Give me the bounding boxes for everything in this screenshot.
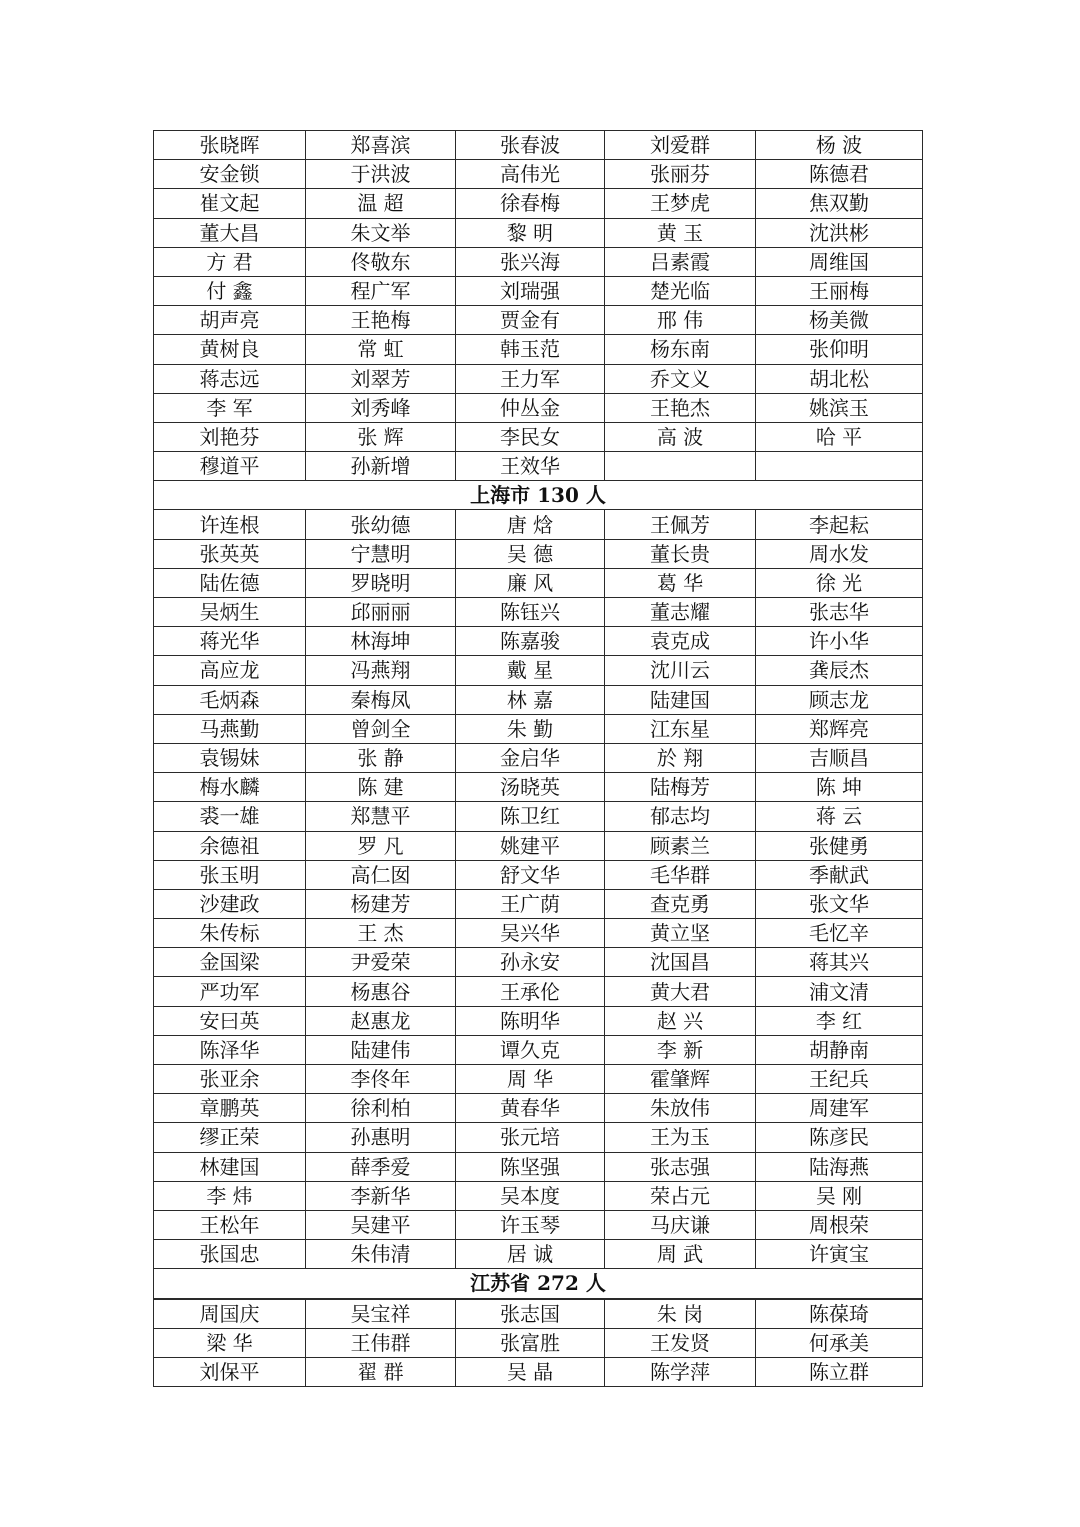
name-cell: 缪正荣 [154,1123,306,1152]
name-cell: 杨建芳 [306,889,456,918]
table-row [154,189,923,218]
name-cell: 吴 晶 [456,1357,605,1386]
name-cell: 张国忠 [154,1240,306,1269]
table-row [154,422,923,451]
name-cell: 张文华 [756,889,923,918]
name-cell: 朱放伟 [605,1094,756,1123]
name-cell: 陈卫红 [456,802,605,831]
table-row [154,1299,923,1329]
name-cell: 秦梅凤 [306,685,456,714]
section-heading-row [154,481,923,510]
name-cell: 温 超 [306,189,456,218]
name-cell: 黄树良 [154,335,306,364]
name-cell: 王发贤 [605,1328,756,1357]
table-row [154,247,923,276]
name-cell: 吉顺昌 [756,743,923,772]
name-cell: 陆海燕 [756,1152,923,1181]
name-cell: 高 波 [605,422,756,451]
name-cell: 郑辉亮 [756,714,923,743]
table-row [154,627,923,656]
name-cell: 周水发 [756,539,923,568]
name-cell: 陆建国 [605,685,756,714]
roster-table-body [154,131,923,1387]
name-cell: 张春波 [456,131,605,160]
table-row [154,1065,923,1094]
section-heading-row [154,1269,923,1299]
table-row [154,510,923,539]
section-heading: 江苏省 272 人 [154,1269,923,1299]
name-cell: 冯燕翔 [306,656,456,685]
name-cell: 黎 明 [456,218,605,247]
name-cell: 陈德君 [756,160,923,189]
name-cell: 程广军 [306,276,456,305]
name-cell: 李 新 [605,1035,756,1064]
table-row [154,1123,923,1152]
name-cell: 邢 伟 [605,306,756,335]
name-cell: 李 红 [756,1006,923,1035]
name-cell: 沙建政 [154,889,306,918]
name-cell: 李佟年 [306,1065,456,1094]
name-cell: 葛 华 [605,568,756,597]
table-row [154,1035,923,1064]
name-cell: 龚辰杰 [756,656,923,685]
name-cell: 浦文清 [756,977,923,1006]
name-cell: 张英英 [154,539,306,568]
table-row [154,1181,923,1210]
name-cell: 刘瑞强 [456,276,605,305]
name-cell: 吴本度 [456,1181,605,1210]
name-cell: 吴宝祥 [306,1299,456,1329]
name-cell: 朱传标 [154,919,306,948]
name-cell: 许玉琴 [456,1210,605,1239]
table-row [154,948,923,977]
name-cell: 陆梅芳 [605,773,756,802]
name-cell: 戴 星 [456,656,605,685]
name-cell: 周根荣 [756,1210,923,1239]
name-cell: 顾素兰 [605,831,756,860]
name-cell: 刘秀峰 [306,393,456,422]
name-cell: 刘保平 [154,1357,306,1386]
name-cell: 董长贵 [605,539,756,568]
name-cell: 赵 兴 [605,1006,756,1035]
table-row [154,1240,923,1269]
name-cell: 沈国昌 [605,948,756,977]
table-row [154,539,923,568]
name-cell: 张幼德 [306,510,456,539]
name-cell: 王承伦 [456,977,605,1006]
table-row [154,1328,923,1357]
name-cell: 朱文举 [306,218,456,247]
name-cell: 穆道平 [154,452,306,481]
name-cell: 姚建平 [456,831,605,860]
name-cell: 谭久克 [456,1035,605,1064]
name-cell: 黄春华 [456,1094,605,1123]
name-cell: 方 君 [154,247,306,276]
name-cell: 张富胜 [456,1328,605,1357]
name-cell: 章鹏英 [154,1094,306,1123]
table-row [154,773,923,802]
name-cell: 张 静 [306,743,456,772]
name-cell: 安曰英 [154,1006,306,1035]
name-cell: 王 杰 [306,919,456,948]
name-cell: 蒋其兴 [756,948,923,977]
name-cell: 李 军 [154,393,306,422]
name-cell: 陈坚强 [456,1152,605,1181]
name-cell: 舒文华 [456,860,605,889]
name-cell: 查克勇 [605,889,756,918]
name-cell: 薛季爱 [306,1152,456,1181]
table-row [154,743,923,772]
name-cell: 曾剑全 [306,714,456,743]
name-cell: 杨东南 [605,335,756,364]
name-cell: 张仰明 [756,335,923,364]
name-cell: 袁克成 [605,627,756,656]
table-row [154,364,923,393]
name-cell: 江东星 [605,714,756,743]
name-cell: 吴建平 [306,1210,456,1239]
name-cell: 吴兴华 [456,919,605,948]
name-cell: 马庆谦 [605,1210,756,1239]
name-cell: 黄 玉 [605,218,756,247]
name-cell: 霍肇辉 [605,1065,756,1094]
name-cell: 毛忆辛 [756,919,923,948]
name-cell: 刘爱群 [605,131,756,160]
name-cell: 季献武 [756,860,923,889]
name-cell: 林 嘉 [456,685,605,714]
name-cell: 宁慧明 [306,539,456,568]
name-cell: 徐春梅 [456,189,605,218]
table-row [154,831,923,860]
name-cell: 吴 德 [456,539,605,568]
name-cell: 付 鑫 [154,276,306,305]
name-cell: 裘一雄 [154,802,306,831]
name-cell: 董志耀 [605,598,756,627]
table-row [154,335,923,364]
name-cell: 张健勇 [756,831,923,860]
name-cell: 严功军 [154,977,306,1006]
name-cell: 陈钰兴 [456,598,605,627]
name-cell: 胡静南 [756,1035,923,1064]
name-cell: 陆建伟 [306,1035,456,1064]
name-cell: 徐 光 [756,568,923,597]
name-cell: 朱 岗 [605,1299,756,1329]
name-cell: 周 华 [456,1065,605,1094]
name-cell: 贾金有 [456,306,605,335]
name-cell: 常 虹 [306,335,456,364]
name-cell: 高仁囡 [306,860,456,889]
table-row [154,656,923,685]
name-cell: 沈洪彬 [756,218,923,247]
table-row [154,919,923,948]
name-cell: 陆佐德 [154,568,306,597]
name-cell: 蒋光华 [154,627,306,656]
name-cell: 佟敬东 [306,247,456,276]
name-cell: 张志强 [605,1152,756,1181]
name-cell: 杨美微 [756,306,923,335]
name-cell [605,452,756,481]
name-cell: 顾志龙 [756,685,923,714]
name-cell: 李新华 [306,1181,456,1210]
name-cell: 吴炳生 [154,598,306,627]
name-cell: 黄立坚 [605,919,756,948]
name-cell: 陈嘉骏 [456,627,605,656]
table-row [154,306,923,335]
name-cell: 周 武 [605,1240,756,1269]
name-cell: 郁志均 [605,802,756,831]
table-row [154,160,923,189]
name-cell: 郑慧平 [306,802,456,831]
name-cell: 罗 凡 [306,831,456,860]
name-cell: 林建国 [154,1152,306,1181]
name-cell: 王丽梅 [756,276,923,305]
name-cell: 蒋志远 [154,364,306,393]
name-cell: 许寅宝 [756,1240,923,1269]
name-cell: 许小华 [756,627,923,656]
table-row [154,802,923,831]
name-cell: 王为玉 [605,1123,756,1152]
name-cell: 余德祖 [154,831,306,860]
table-row [154,1006,923,1035]
table-row [154,276,923,305]
name-cell: 刘翠芳 [306,364,456,393]
name-cell: 邱丽丽 [306,598,456,627]
name-cell: 於 翔 [605,743,756,772]
name-cell: 金国梁 [154,948,306,977]
table-row [154,393,923,422]
name-cell: 尹爱荣 [306,948,456,977]
name-cell: 张志华 [756,598,923,627]
name-cell: 李民女 [456,422,605,451]
name-cell: 荣占元 [605,1181,756,1210]
table-row [154,1210,923,1239]
roster-table [153,130,923,1387]
table-row [154,598,923,627]
name-cell: 陈葆琦 [756,1299,923,1329]
name-cell: 姚滨玉 [756,393,923,422]
name-cell: 王佩芳 [605,510,756,539]
name-cell: 焦双勤 [756,189,923,218]
name-cell: 王效华 [456,452,605,481]
name-cell: 刘艳芬 [154,422,306,451]
name-cell: 李 炜 [154,1181,306,1210]
name-cell: 于洪波 [306,160,456,189]
name-cell: 毛炳森 [154,685,306,714]
table-row [154,131,923,160]
name-cell: 沈川云 [605,656,756,685]
name-cell: 张元培 [456,1123,605,1152]
name-cell: 金启华 [456,743,605,772]
name-cell: 赵惠龙 [306,1006,456,1035]
name-cell: 高应龙 [154,656,306,685]
name-cell: 王广荫 [456,889,605,918]
name-cell: 廉 风 [456,568,605,597]
name-cell: 李起耘 [756,510,923,539]
name-cell: 陈学萍 [605,1357,756,1386]
name-cell: 张兴海 [456,247,605,276]
name-cell: 杨 波 [756,131,923,160]
name-cell: 高伟光 [456,160,605,189]
name-cell: 张玉明 [154,860,306,889]
name-cell: 梁 华 [154,1328,306,1357]
name-cell: 张晓晖 [154,131,306,160]
name-cell: 罗晓明 [306,568,456,597]
table-row [154,1357,923,1386]
name-cell: 毛华群 [605,860,756,889]
name-cell: 陈 坤 [756,773,923,802]
name-cell: 哈 平 [756,422,923,451]
name-cell: 张志国 [456,1299,605,1329]
name-cell: 梅水麟 [154,773,306,802]
name-cell: 吕素霞 [605,247,756,276]
name-cell: 张 辉 [306,422,456,451]
table-row [154,977,923,1006]
name-cell: 朱伟清 [306,1240,456,1269]
name-cell: 王梦虎 [605,189,756,218]
name-cell: 仲丛金 [456,393,605,422]
table-row [154,218,923,247]
table-row [154,1152,923,1181]
name-cell: 乔文义 [605,364,756,393]
name-cell: 周维国 [756,247,923,276]
section-heading: 上海市 130 人 [154,481,923,510]
name-cell: 林海坤 [306,627,456,656]
name-cell: 陈泽华 [154,1035,306,1064]
name-cell: 何承美 [756,1328,923,1357]
name-cell: 安金锁 [154,160,306,189]
name-cell: 居 诚 [456,1240,605,1269]
name-cell: 黄大君 [605,977,756,1006]
name-cell: 王艳杰 [605,393,756,422]
name-cell: 唐 焓 [456,510,605,539]
name-cell: 汤晓英 [456,773,605,802]
name-cell: 孙新增 [306,452,456,481]
name-cell: 张亚余 [154,1065,306,1094]
name-cell: 周国庆 [154,1299,306,1329]
table-row [154,889,923,918]
name-cell: 孙永安 [456,948,605,977]
name-cell: 陈 建 [306,773,456,802]
name-cell: 张丽芬 [605,160,756,189]
name-cell: 王纪兵 [756,1065,923,1094]
name-cell: 王伟群 [306,1328,456,1357]
name-cell: 韩玉范 [456,335,605,364]
name-cell: 翟 群 [306,1357,456,1386]
table-row [154,1094,923,1123]
name-cell [756,452,923,481]
name-cell: 马燕勤 [154,714,306,743]
name-cell: 孙惠明 [306,1123,456,1152]
name-cell: 郑喜滨 [306,131,456,160]
table-row [154,860,923,889]
name-cell: 朱 勤 [456,714,605,743]
table-row [154,714,923,743]
table-row [154,685,923,714]
name-cell: 袁锡妹 [154,743,306,772]
name-cell: 陈明华 [456,1006,605,1035]
name-cell: 许连根 [154,510,306,539]
name-cell: 王力军 [456,364,605,393]
name-cell: 王松年 [154,1210,306,1239]
name-cell: 胡声亮 [154,306,306,335]
name-cell: 楚光临 [605,276,756,305]
name-cell: 董大昌 [154,218,306,247]
name-cell: 陈立群 [756,1357,923,1386]
name-cell: 蒋 云 [756,802,923,831]
table-row [154,568,923,597]
name-cell: 陈彦民 [756,1123,923,1152]
name-cell: 崔文起 [154,189,306,218]
name-cell: 王艳梅 [306,306,456,335]
name-cell: 徐利柏 [306,1094,456,1123]
name-cell: 胡北松 [756,364,923,393]
name-cell: 吴 刚 [756,1181,923,1210]
name-cell: 杨惠谷 [306,977,456,1006]
table-row [154,452,923,481]
name-cell: 周建军 [756,1094,923,1123]
